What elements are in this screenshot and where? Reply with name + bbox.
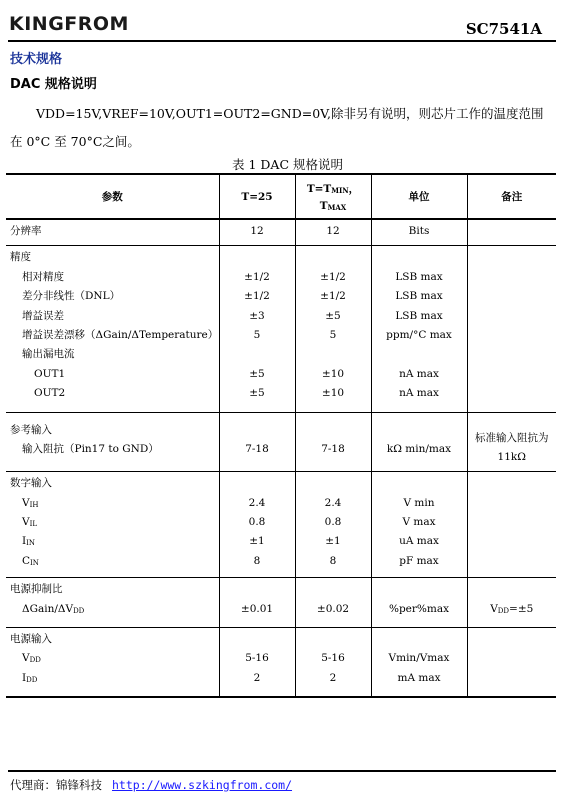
table-header-row [6,174,556,219]
header-trange-b: ， [348,183,360,195]
cell-trange: 8 [329,554,337,567]
header-unit: 单位 [371,174,467,219]
digital-label: 数字输入 [10,477,52,490]
cell-unit: ppm/°C max [386,328,452,341]
leakage-row-label: OUT1 [34,367,66,380]
digital-sym: C [22,554,31,567]
cell-unit: uA max [399,535,439,548]
header-note: 备注 [467,174,556,219]
cell-trange: ±10 [321,387,345,400]
cell-unit: mA max [397,671,441,684]
power-sym: V [22,652,30,665]
leakage-label: 输出漏电流 [22,348,75,361]
header-trange-max: MAX [327,203,347,212]
doc-id: SC7541A [465,20,542,38]
psrr-row-sub: DD [73,606,85,615]
section-title: 技术规格 [10,52,63,67]
cell-t25: 7-18 [245,442,269,455]
accuracy-row-label: 差分非线性（DNL） [22,290,121,303]
resolution-trange: 12 [326,225,340,237]
cell-unit: pF max [399,554,439,567]
section-subtitle: DAC 规格说明 [10,77,97,92]
table-row [6,472,556,578]
psrr-label: 电源抑制比 [10,583,63,596]
accuracy-label: 精度 [10,251,31,264]
cell-t25: ±5 [249,387,265,400]
resolution-t25: 12 [250,225,264,237]
cell-unit: V max [402,516,436,529]
reference-row-label: 输入阻抗（Pin17 to GND） [22,442,159,455]
table-row [6,412,556,472]
cell-unit: LSB max [395,270,443,283]
cell-t25: 2.4 [248,496,266,509]
reference-note-a: 标准输入阻抗为 [475,431,549,444]
cell-trange: 7-18 [321,442,345,455]
cell-t25: ±5 [249,367,265,380]
cell-trange: 5 [329,328,337,341]
reference-note-b: 11kΩ [497,450,526,463]
header-param: 参数 [6,174,219,219]
accuracy-row-label: 增益误差 [22,309,64,322]
psrr-note-b: =±5 [509,602,534,615]
table-row [6,628,556,698]
resolution-label: 分辨率 [10,225,42,237]
cell-trange: 5-16 [321,652,345,665]
cell-t25: ±1/2 [244,270,270,283]
cell-unit: Vmin/Vmax [388,652,450,665]
footer [10,777,292,793]
cell-t25: ±0.01 [240,602,274,615]
footer-url-link[interactable]: http://www.szkingfrom.com/ [112,778,293,792]
table-row [6,578,556,628]
table-row [6,246,556,412]
cell-t25: 8 [253,554,261,567]
cell-t25: ±3 [249,309,265,322]
cell-unit: %per%max [388,602,450,615]
digital-sym: V [22,496,30,509]
digital-sym: V [22,516,30,529]
cell-trange: ±1/2 [320,290,346,303]
header-trange-min: MIN [331,186,349,195]
cell-trange: ±1 [325,535,341,548]
cell-unit: nA max [399,387,439,400]
accuracy-row-label: 增益误差漂移（ΔGain/ΔTemperature） [22,328,219,341]
cell-t25: ±1/2 [244,290,270,303]
cell-unit: V min [403,496,435,509]
psrr-row-label: ΔGain/ΔV [22,602,74,615]
intro-paragraph: VDD=15V,VREF=10V,OUT1=OUT2=GND=0V,除非另有说明，则芯片工作的温度范围在 0°C 至 70°C之间。 [10,106,544,149]
accuracy-row-label: 相对精度 [22,270,64,283]
power-sym: I [22,671,27,684]
table-row [6,219,556,246]
cell-unit: LSB max [395,309,443,322]
cell-trange: ±0.02 [316,602,350,615]
cell-trange: 0.8 [324,516,342,529]
cell-unit: nA max [399,367,439,380]
cell-trange: ±1/2 [320,270,346,283]
cell-trange: ±10 [321,367,345,380]
power-label: 电源输入 [10,633,52,646]
cell-t25: 0.8 [248,516,266,529]
digital-sub: IN [30,558,39,567]
psrr-note-sub: DD [497,606,510,615]
header-trange-c: T [319,200,328,212]
cell-t25: 2 [253,671,261,684]
header-t25: T=25 [219,174,295,219]
leakage-row-label: OUT2 [34,387,66,400]
digital-sub: IH [29,500,39,509]
reference-label: 参考输入 [10,423,52,436]
cell-trange: 2.4 [324,496,342,509]
dac-spec-table [6,173,556,698]
digital-sym: I [22,535,27,548]
header-trange [295,174,371,219]
cell-t25: 5-16 [245,652,269,665]
digital-sub: IN [26,539,36,548]
cell-unit: kΩ min/max [386,442,452,455]
table-caption: 表 1 DAC 规格说明 [232,157,343,172]
psrr-note-a: V [490,602,498,615]
cell-t25: 5 [253,328,261,341]
cell-unit: LSB max [395,290,443,303]
cell-trange: ±5 [325,309,341,322]
digital-sub: IL [29,520,38,529]
footer-rule [8,770,556,772]
power-sub: DD [26,675,38,684]
brand-logo: KINGFROM [9,13,129,35]
cell-t25: ±1 [249,535,265,548]
footer-agent: 代理商：锦锋科技 [10,778,102,792]
cell-trange: 2 [329,671,337,684]
header-rule [8,40,556,42]
header-trange-a: T=T [306,183,332,195]
power-sub: DD [29,656,41,665]
resolution-unit: Bits [408,225,430,237]
